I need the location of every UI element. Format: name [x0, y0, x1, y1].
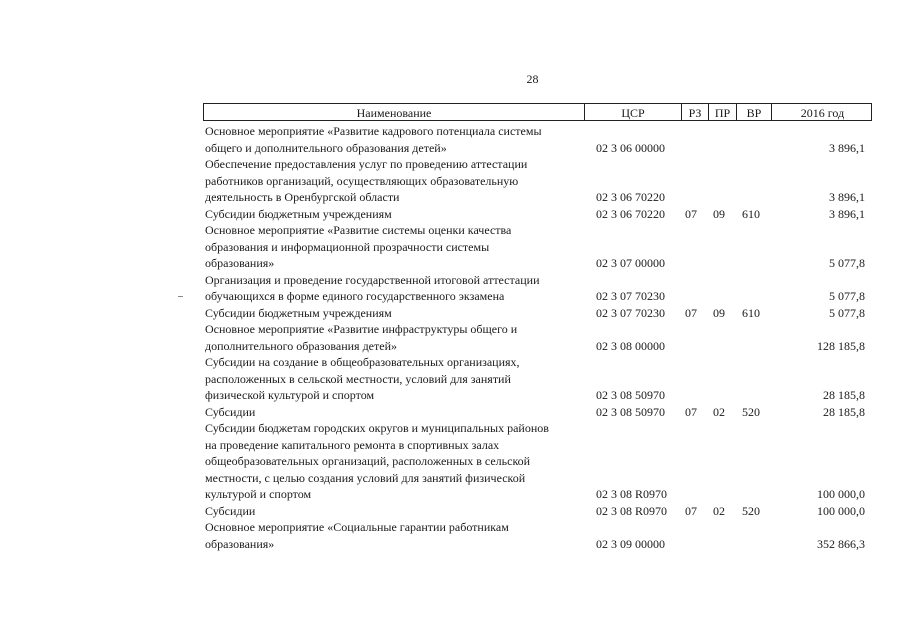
row-name: [205, 123, 585, 156]
row-name-line: общего и дополнительного образования детей»: [205, 140, 447, 155]
table-row: [0, 123, 905, 156]
row-name-line: образования и информационной прозрачности системы: [205, 239, 490, 254]
row-name-line: работников организаций, осуществляющих образовательную: [205, 173, 519, 188]
row-name-line: Основное мероприятие «Социальные гарантии работникам: [205, 520, 509, 534]
row-csr: 02 3 09 00000: [596, 536, 665, 551]
row-amount: 5 077,8: [829, 256, 865, 270]
row-amount: 28 185,8: [823, 388, 865, 402]
table-body: [0, 123, 905, 552]
row-pr: 02: [713, 503, 725, 518]
row-csr: 02 3 07 00000: [596, 256, 665, 270]
row-amount: 3 896,1: [829, 206, 865, 221]
row-vr: 610: [742, 305, 760, 320]
row-name-line: Субсидии на создание в общеобразовательных организациях,: [205, 355, 520, 369]
row-rz: 07: [685, 206, 697, 221]
row-rz: 07: [685, 503, 697, 518]
row-name-line: Субсидии: [205, 404, 256, 419]
row-name-line: Основное мероприятие «Развитие системы оценки качества: [205, 223, 512, 237]
row-csr: 02 3 08 R0970: [596, 503, 668, 518]
row-name: [205, 404, 585, 421]
page-number: 28: [526, 72, 539, 86]
header-vr: ВР: [736, 104, 771, 120]
row-vr: 520: [742, 404, 760, 419]
header-year: 2016 год: [771, 104, 873, 120]
table-row: [0, 272, 905, 305]
row-name-line: Основное мероприятие «Развитие инфраструктуры общего и: [205, 322, 518, 336]
row-name-line: Субсидии: [205, 503, 256, 518]
row-name: [205, 503, 585, 520]
row-csr: 02 3 06 70220: [596, 190, 665, 204]
table-row: [0, 354, 905, 404]
row-name: [205, 222, 585, 272]
row-name-line: Основное мероприятие «Развитие кадрового потенциала системы: [205, 124, 542, 138]
row-rz: 07: [685, 404, 697, 419]
row-vr: 520: [742, 503, 760, 518]
row-csr: 02 3 06 00000: [596, 140, 665, 155]
row-amount: 3 896,1: [829, 190, 865, 204]
row-name: [205, 519, 585, 552]
row-csr: 02 3 06 70220: [596, 206, 665, 221]
row-csr: 02 3 08 R0970: [596, 487, 668, 501]
row-amount: 5 077,8: [829, 289, 865, 303]
row-name-line: деятельность в Оренбургской области: [205, 190, 400, 204]
row-pr: 02: [713, 404, 725, 419]
row-name-line: на проведение капитального ремонта в спортивных залах: [205, 437, 500, 452]
row-name: [205, 420, 585, 503]
table-row: [0, 156, 905, 206]
row-name: [205, 156, 585, 206]
row-amount: 100 000,0: [817, 487, 865, 501]
header-pr: ПР: [708, 104, 736, 120]
header-rz: РЗ: [681, 104, 708, 120]
row-amount: 128 185,8: [817, 338, 865, 353]
row-csr: 02 3 07 70230: [596, 289, 665, 303]
row-name-line: обучающихся в форме единого государственного экзамена: [205, 289, 505, 303]
row-name: [205, 272, 585, 305]
row-amount: 28 185,8: [823, 404, 865, 419]
header-name: Наименование: [356, 106, 432, 120]
row-name-line: Обеспечение предоставления услуг по проведению аттестации: [205, 157, 528, 171]
table-row: [0, 206, 905, 223]
row-name-line: дополнительного образования детей»: [205, 338, 397, 353]
row-csr: 02 3 07 70230: [596, 305, 665, 320]
row-name-line: расположенных в сельской местности, условий для занятий: [205, 371, 511, 386]
table-row: [0, 519, 905, 552]
row-name: [205, 206, 585, 223]
row-name-line: Субсидии бюджетным учреждениям: [205, 206, 392, 221]
table-row: [0, 321, 905, 354]
row-name-line: образования»: [205, 536, 275, 551]
table-header: [203, 103, 872, 121]
row-name-line: физической культурой и спортом: [205, 388, 375, 402]
row-amount: 5 077,8: [829, 305, 865, 320]
row-name-line: общеобразовательных организаций, расположенных в сельской: [205, 454, 531, 468]
table-row: [0, 305, 905, 322]
table-row: [0, 420, 905, 503]
row-csr: 02 3 08 50970: [596, 388, 665, 402]
row-amount: 100 000,0: [817, 503, 865, 518]
header-csr: ЦСР: [584, 104, 681, 120]
row-name-line: Субсидии бюджетным учреждениям: [205, 305, 392, 320]
row-name: [205, 321, 585, 354]
row-amount: 3 896,1: [829, 140, 865, 155]
row-csr: 02 3 08 50970: [596, 404, 665, 419]
table-row: [0, 222, 905, 272]
row-name: [205, 354, 585, 404]
row-vr: 610: [742, 206, 760, 221]
row-name-line: культурой и спортом: [205, 487, 312, 501]
row-name-line: местности, с целью создания условий для занятий физической: [205, 470, 526, 485]
row-rz: 07: [685, 305, 697, 320]
table-row: [0, 404, 905, 421]
table-row: [0, 503, 905, 520]
row-name-line: Организация и проведение государственной итоговой аттестации: [205, 272, 540, 287]
row-name: [205, 305, 585, 322]
row-pr: 09: [713, 206, 725, 221]
row-pr: 09: [713, 305, 725, 320]
row-name-line: Субсидии бюджетам городских округов и муниципальных районов: [205, 421, 549, 435]
row-name-line: образования»: [205, 256, 275, 270]
row-csr: 02 3 08 00000: [596, 338, 665, 353]
row-amount: 352 866,3: [817, 536, 865, 551]
